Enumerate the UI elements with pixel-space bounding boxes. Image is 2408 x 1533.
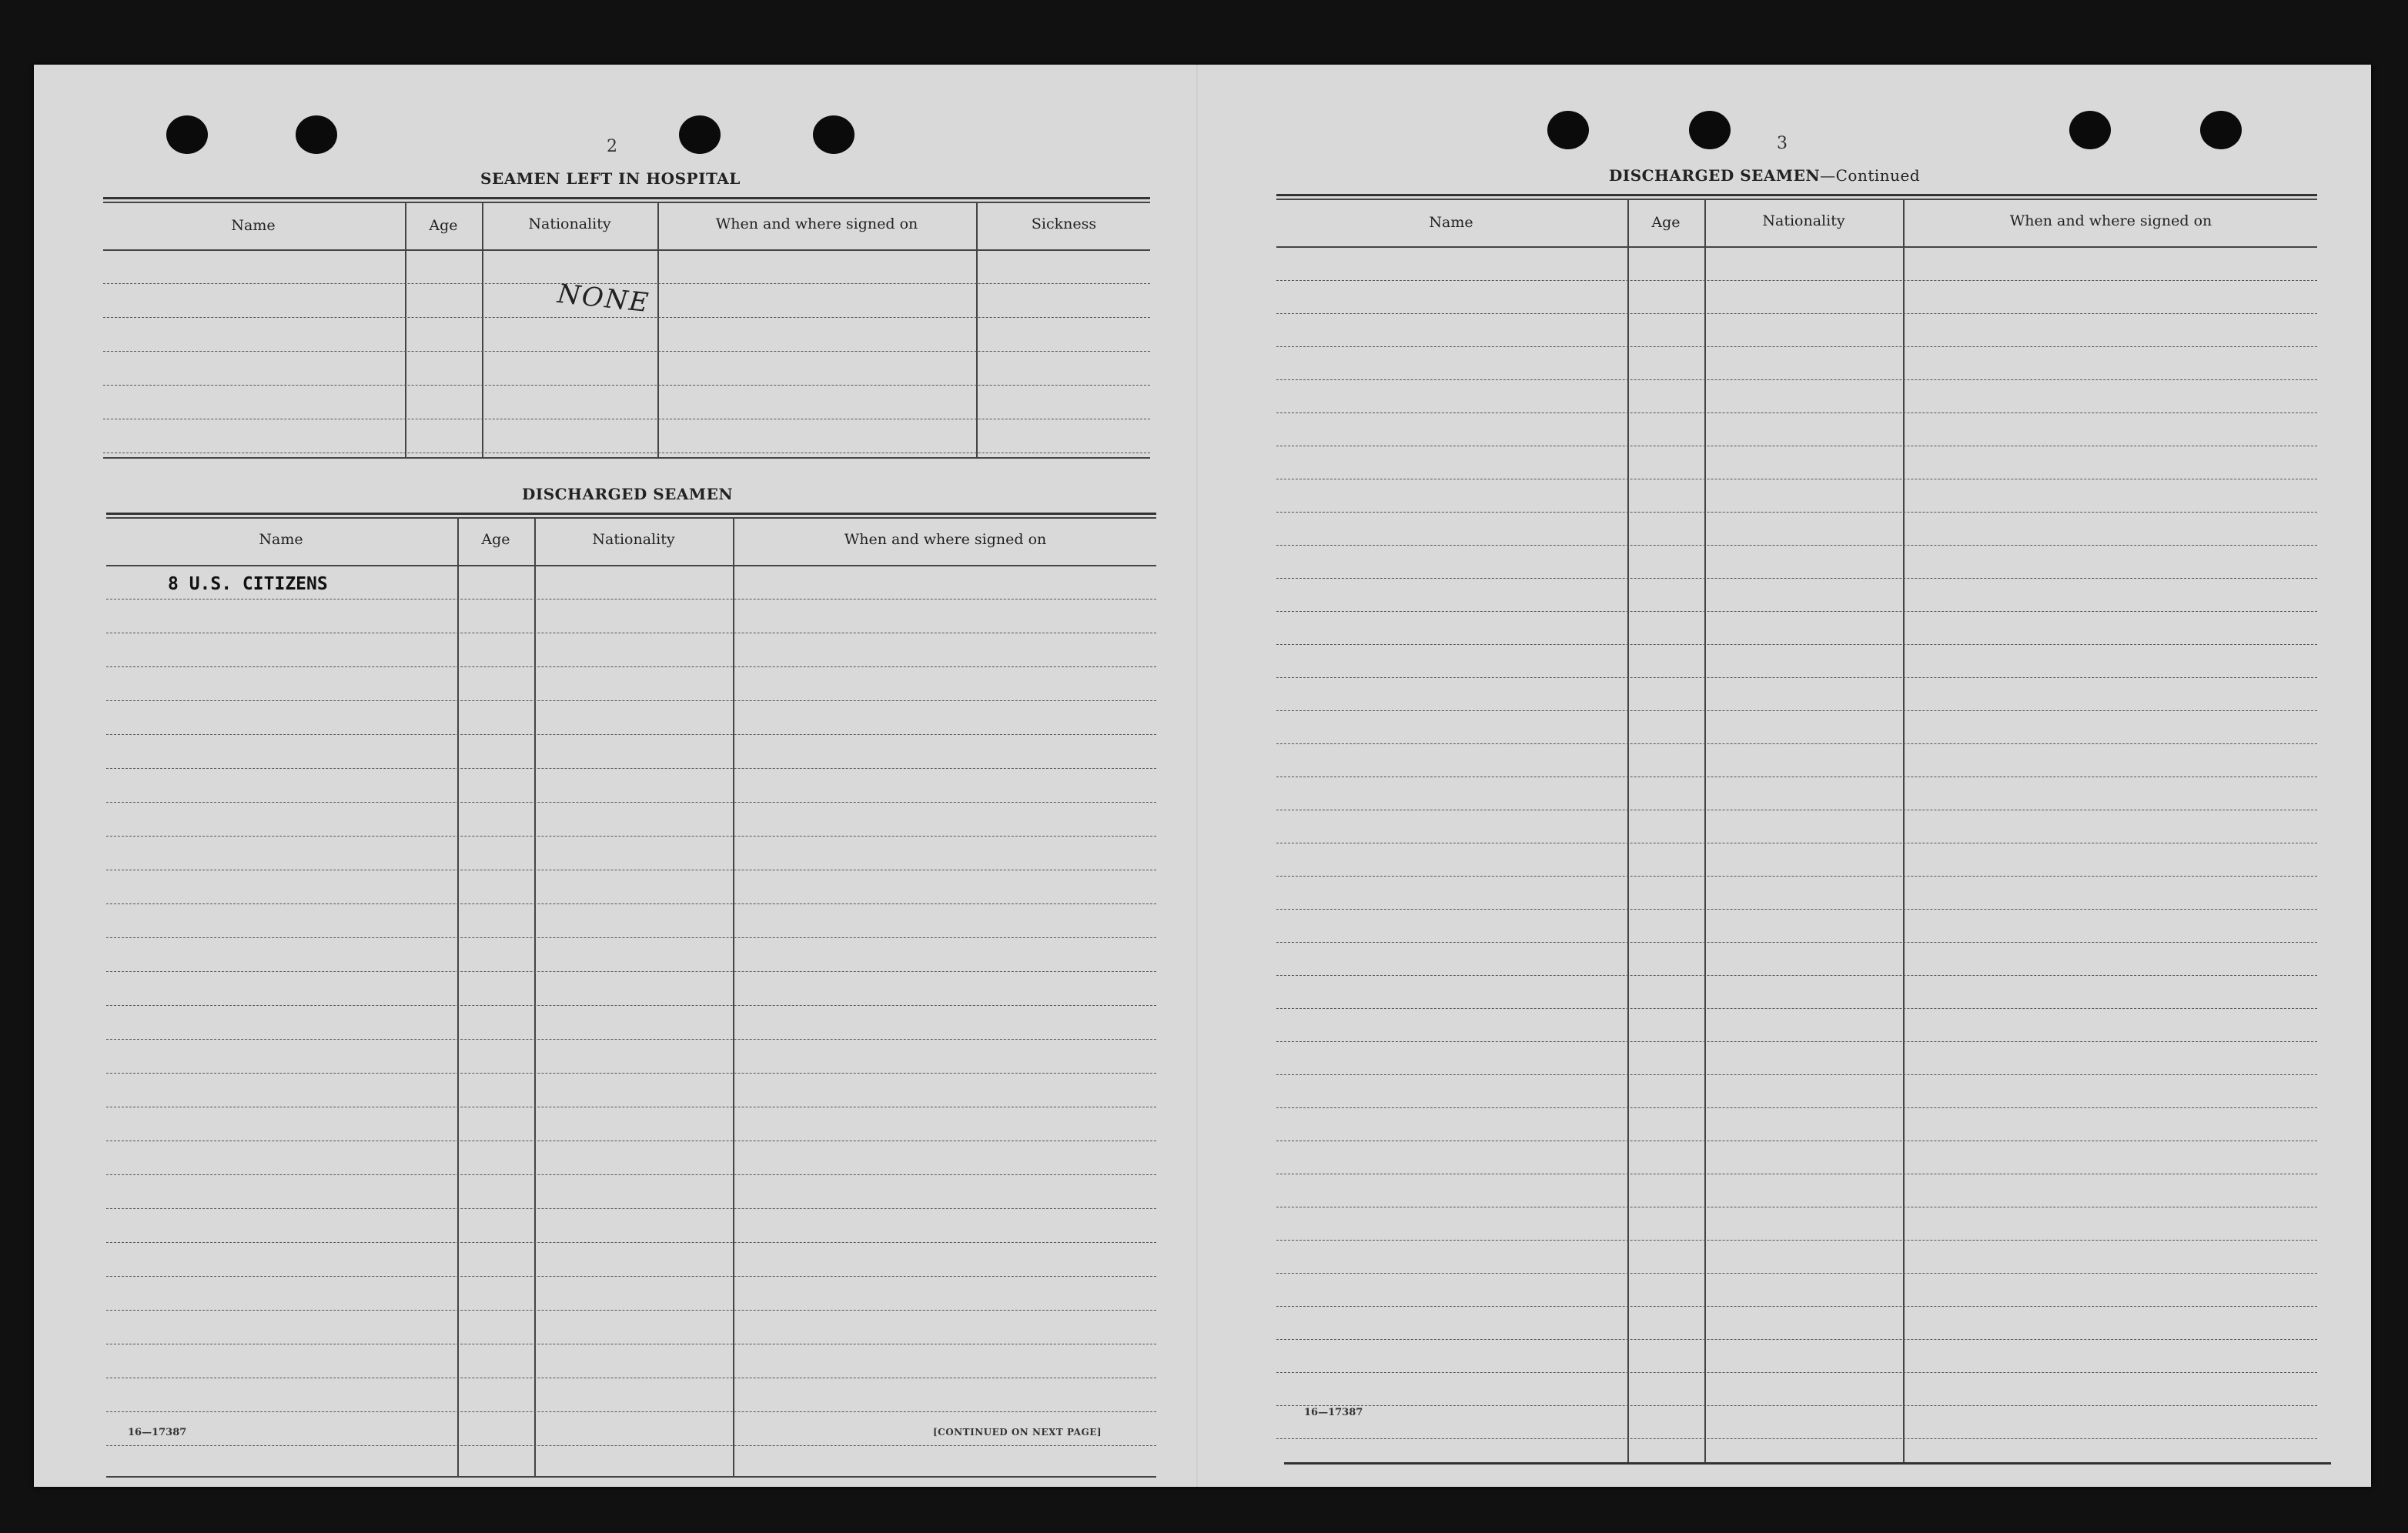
ruled-row-line: [1276, 1339, 2317, 1340]
ruled-row-line: [1276, 280, 2317, 281]
discharged-divider: [534, 519, 536, 1476]
hospital-top-rule-2: [103, 202, 1150, 203]
ruled-row-line: [1276, 1438, 2317, 1439]
form-number-left: 16—17387: [128, 1427, 187, 1438]
continued-col-name: Name: [1429, 214, 1473, 231]
ruled-row-line: [1276, 545, 2317, 546]
ruled-row-line: [103, 317, 1150, 318]
ruled-row-line: [1276, 1273, 2317, 1274]
discharged-col-nationality: Nationality: [592, 531, 675, 548]
hospital-col-age: Age: [429, 217, 458, 234]
ruled-row-line: [106, 1411, 1156, 1412]
ruled-row-line: [106, 971, 1156, 972]
ruled-row-line: [106, 937, 1156, 938]
ruled-row-line: [1276, 611, 2317, 612]
ruled-row-line: [106, 903, 1156, 904]
discharged-header-rule: [106, 565, 1156, 566]
punch-hole: [813, 115, 855, 154]
ruled-row-line: [1276, 578, 2317, 579]
continued-header-rule: [1276, 246, 2317, 248]
ruled-row-line: [1276, 743, 2317, 744]
discharged-continued-title-main: DISCHARGED SEAMEN: [1609, 166, 1821, 185]
ruled-row-line: [106, 1310, 1156, 1311]
document-sheet: [34, 65, 2371, 1487]
punch-hole: [1689, 111, 1731, 149]
punch-hole: [2069, 111, 2111, 149]
continued-col-nationality: Nationality: [1762, 212, 1845, 229]
ruled-row-line: [103, 385, 1150, 386]
ruled-row-line: [1276, 1405, 2317, 1406]
ruled-row-line: [1276, 412, 2317, 413]
discharged-divider: [733, 519, 734, 1476]
ruled-row-line: [1276, 379, 2317, 380]
hospital-col-name: Name: [231, 217, 276, 234]
hospital-top-rule: [103, 197, 1150, 199]
hospital-header-rule: [103, 249, 1150, 251]
discharged-top-rule-2: [106, 517, 1156, 519]
ruled-row-line: [106, 1276, 1156, 1277]
center-fold: [1196, 65, 1198, 1487]
ruled-row-line: [1276, 1074, 2317, 1075]
form-number-right: 16—17387: [1304, 1407, 1363, 1418]
ruled-row-line: [1276, 313, 2317, 314]
hospital-col-signed-on: When and where signed on: [715, 215, 918, 232]
ruled-row-line: [106, 1242, 1156, 1243]
punch-hole: [679, 115, 721, 154]
hospital-bottom-rule: [103, 457, 1150, 459]
ruled-row-line: [106, 666, 1156, 667]
ruled-row-line: [1276, 1008, 2317, 1009]
discharged-continued-suffix: —Continued: [1820, 166, 1921, 185]
continued-bottom-rule: [1284, 1462, 2331, 1465]
handwritten-none: NONE: [556, 278, 651, 319]
ruled-row-line: [1276, 1306, 2317, 1307]
ruled-row-line: [106, 1208, 1156, 1209]
discharged-bottom-rule: [106, 1476, 1156, 1478]
continued-note: [CONTINUED ON NEXT PAGE]: [933, 1427, 1102, 1438]
discharged-col-age: Age: [481, 531, 510, 548]
ruled-row-line: [1276, 909, 2317, 910]
ruled-row-line: [106, 1039, 1156, 1040]
punch-hole: [166, 115, 208, 154]
ruled-row-line: [1276, 1107, 2317, 1108]
continued-col-signed-on: When and where signed on: [2009, 212, 2212, 229]
continued-top-rule: [1276, 194, 2317, 196]
discharged-top-rule: [106, 513, 1156, 515]
page-number-right: 3: [1777, 134, 1788, 153]
ruled-row-line: [1276, 710, 2317, 711]
hospital-col-nationality: Nationality: [528, 215, 611, 232]
ruled-row-line: [106, 1005, 1156, 1006]
page-number-left: 2: [607, 137, 617, 156]
hospital-title: SEAMEN LEFT IN HOSPITAL: [480, 169, 741, 188]
typed-entry-citizens: 8 U.S. CITIZENS: [168, 574, 328, 594]
discharged-col-name: Name: [259, 531, 303, 548]
ruled-row-line: [103, 351, 1150, 352]
ruled-row-line: [1276, 1240, 2317, 1241]
ruled-row-line: [1276, 512, 2317, 513]
ruled-row-line: [106, 734, 1156, 735]
ruled-row-line: [106, 1445, 1156, 1446]
ruled-row-line: [1276, 677, 2317, 678]
ruled-row-line: [106, 802, 1156, 803]
ruled-row-line: [1276, 1372, 2317, 1373]
ruled-row-line: [103, 283, 1150, 284]
ruled-row-line: [1276, 942, 2317, 943]
discharged-divider: [457, 519, 459, 1476]
punch-hole: [2200, 111, 2242, 149]
continued-top-rule-2: [1276, 199, 2317, 200]
discharged-continued-title: [1609, 166, 1920, 185]
ruled-row-line: [1276, 1041, 2317, 1042]
ruled-row-line: [1276, 644, 2317, 645]
hospital-col-sickness: Sickness: [1031, 215, 1097, 232]
ruled-row-line: [106, 836, 1156, 837]
ruled-row-line: [106, 1073, 1156, 1074]
discharged-title: DISCHARGED SEAMEN: [522, 485, 734, 503]
ruled-row-line: [106, 700, 1156, 701]
ruled-row-line: [106, 599, 1156, 600]
punch-hole: [296, 115, 337, 154]
punch-hole: [1547, 111, 1589, 149]
ruled-row-line: [1276, 975, 2317, 976]
discharged-col-signed-on: When and where signed on: [844, 531, 1047, 548]
ruled-row-line: [1276, 346, 2317, 347]
ruled-row-line: [1276, 876, 2317, 877]
ruled-row-line: [106, 1174, 1156, 1175]
ruled-row-line: [106, 768, 1156, 769]
continued-col-age: Age: [1651, 214, 1681, 231]
